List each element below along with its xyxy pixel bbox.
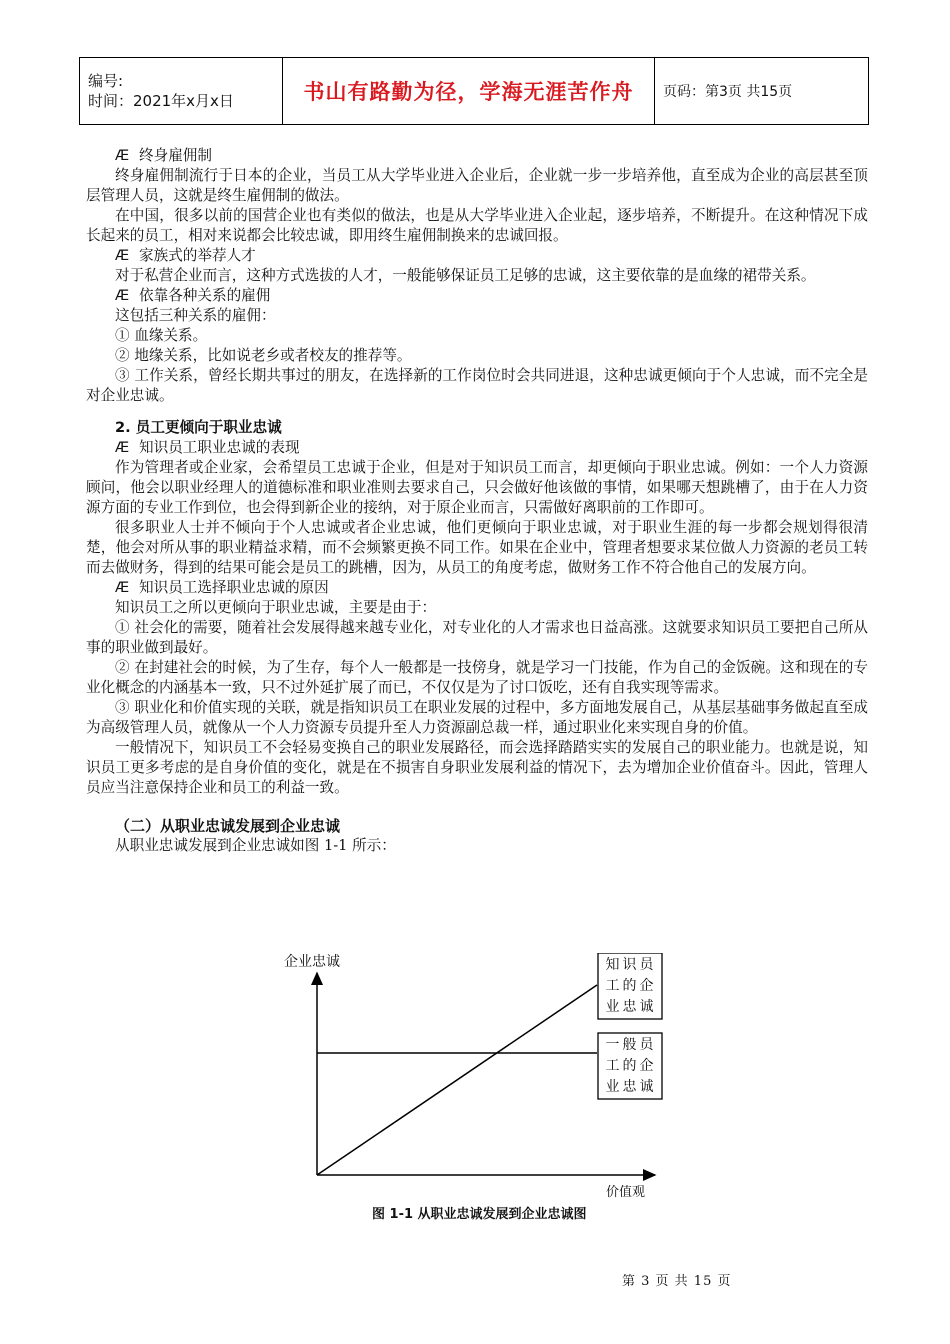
bullet-marker: Æ xyxy=(115,439,130,456)
body-paragraph: 终身雇佣制流行于日本的企业，当员工从大学毕业进入企业后，企业就一步一步培养他，直至成为企业的高层甚至顶层管理人员，这就是终生雇佣制的做法。 xyxy=(86,167,868,204)
bullet-marker: Æ xyxy=(115,147,130,164)
bullet-text: 知识员工选择职业忠诚的原因 xyxy=(139,579,329,596)
body-paragraph: ② 地缘关系，比如说老乡或者校友的推荐等。 xyxy=(115,347,412,364)
bullet-marker: Æ xyxy=(115,247,130,264)
y-axis-label: 企业忠诚 xyxy=(284,954,340,970)
time-label: 时间：2021年x月x日 xyxy=(88,92,234,110)
bullet-text: 知识员工职业忠诚的表现 xyxy=(139,439,300,456)
body-paragraph: 一般情况下，知识员工不会轻易变换自己的职业发展路径，而会选择踏踏实实的发展自己的职业能力。也就是说，知识员工更多考虑的是自身价值的变化，就是在不损害自身职业发展利益的情况下，去为增加企业价值奋斗。因此，管理人员应当注意保持企业和员工的利益一致。 xyxy=(86,739,868,796)
body-paragraph: ③ 职业化和价值实现的关联，就是指知识员工在职业发展的过程中，多方面地发展自己，从基层基础事务做起直至成为高级管理人员，就像从一个人力资源专员提升至人力资源副总裁一样，通过职业化来实现自身的价值。 xyxy=(86,699,868,736)
bullet-text: 依靠各种关系的雇佣 xyxy=(139,287,271,304)
general-employee-box-label: 一般员工的企业忠诚 xyxy=(605,1037,657,1095)
bullet-heading xyxy=(86,578,868,598)
figure-caption: 图 1-1 从职业忠诚发展到企业忠诚图 xyxy=(372,1207,587,1222)
bullet-marker: Æ xyxy=(115,287,130,304)
page-footer: 第 3 页 共 15 页 xyxy=(622,1274,732,1289)
x-axis-label: 价值观 xyxy=(606,1185,646,1200)
body-paragraph: 这包括三种关系的雇佣： xyxy=(115,307,276,324)
bullet-text: 家族式的举荐人才 xyxy=(139,247,256,264)
body-paragraph: 对于私营企业而言，这种方式选拔的人才，一般能够保证员工足够的忠诚，这主要依靠的是血缘的裙带关系。 xyxy=(115,267,816,284)
body-paragraph: 在中国，很多以前的国营企业也有类似的做法，也是从大学毕业进入企业起，逐步培养，不断提升。在这种情况下成长起来的员工，相对来说都会比较忠诚，即用终生雇佣制换来的忠诚回报。 xyxy=(86,207,868,244)
header-meta xyxy=(80,58,283,125)
header-motto: 书山有路勤为径，学海无涯苦作舟 xyxy=(283,58,655,125)
body-paragraph: ① 社会化的需要，随着社会发展得越来越专业化，对专业化的人才需求也日益高涨。这就要求知识员工要把自己所从事的职业做到最好。 xyxy=(86,619,868,656)
body-paragraph: 很多职业人士并不倾向于个人忠诚或者企业忠诚，他们更倾向于职业忠诚，对于职业生涯的每一步都会规划得很清楚，他会对所从事的职业精益求精，而不会频繁更换不同工作。如果在企业中，管理者想要求某位做人力资源的老员工转而去做财务，得到的结果可能会是员工的跳槽，因为，从员工的角度考虑，做财务工作不符合他自己的发展方向。 xyxy=(86,519,868,576)
header-table xyxy=(79,57,869,125)
bullet-heading xyxy=(86,146,868,166)
document-body xyxy=(86,146,868,856)
figure-1-1 xyxy=(260,953,680,1223)
bullet-heading xyxy=(86,286,868,306)
bullet-heading xyxy=(86,246,868,266)
body-paragraph: ③ 工作关系，曾经长期共事过的朋友，在选择新的工作岗位时会共同进退，这种忠诚更倾向于个人忠诚，而不完全是对企业忠诚。 xyxy=(86,367,868,404)
number-label: 编号: xyxy=(88,72,124,90)
bullet-marker: Æ xyxy=(115,579,130,596)
section-heading: 2. 员工更倾向于职业忠诚 xyxy=(115,419,282,436)
bullet-heading xyxy=(86,438,868,458)
bullet-text: 终身雇佣制 xyxy=(139,147,212,164)
header-page-info: 页码：第3页 共15页 xyxy=(655,58,869,125)
body-paragraph: 作为管理者或企业家，会希望员工忠诚于企业，但是对于知识员工而言，却更倾向于职业忠诚。例如：一个人力资源顾问，他会以职业经理人的道德标准和职业准则去要求自己，只会做好他该做的事情，如果哪天想跳槽了，由于在人力资源方面的专业工作到位，也会得到新企业的接纳，对于原企业而言，只需做好离职前的工作即可。 xyxy=(86,459,868,516)
knowledge-employee-line xyxy=(317,985,597,1175)
knowledge-employee-box-label: 知识员工的企业忠诚 xyxy=(605,957,657,1015)
body-paragraph: 知识员工之所以更倾向于职业忠诚，主要是由于： xyxy=(115,599,437,616)
subsection-heading: （二）从职业忠诚发展到企业忠诚 xyxy=(115,817,341,835)
body-paragraph: ① 血缘关系。 xyxy=(115,327,208,344)
body-paragraph: ② 在封建社会的时候，为了生存，每个人一般都是一技傍身，就是学习一门技能，作为自己的金饭碗。这和现在的专业化概念的内涵基本一致，只不过外延扩展了而已，不仅仅是为了讨口饭吃，还有自我实现等需求。 xyxy=(86,659,868,696)
body-paragraph: 从职业忠诚发展到企业忠诚如图 1-1 所示： xyxy=(115,837,396,854)
